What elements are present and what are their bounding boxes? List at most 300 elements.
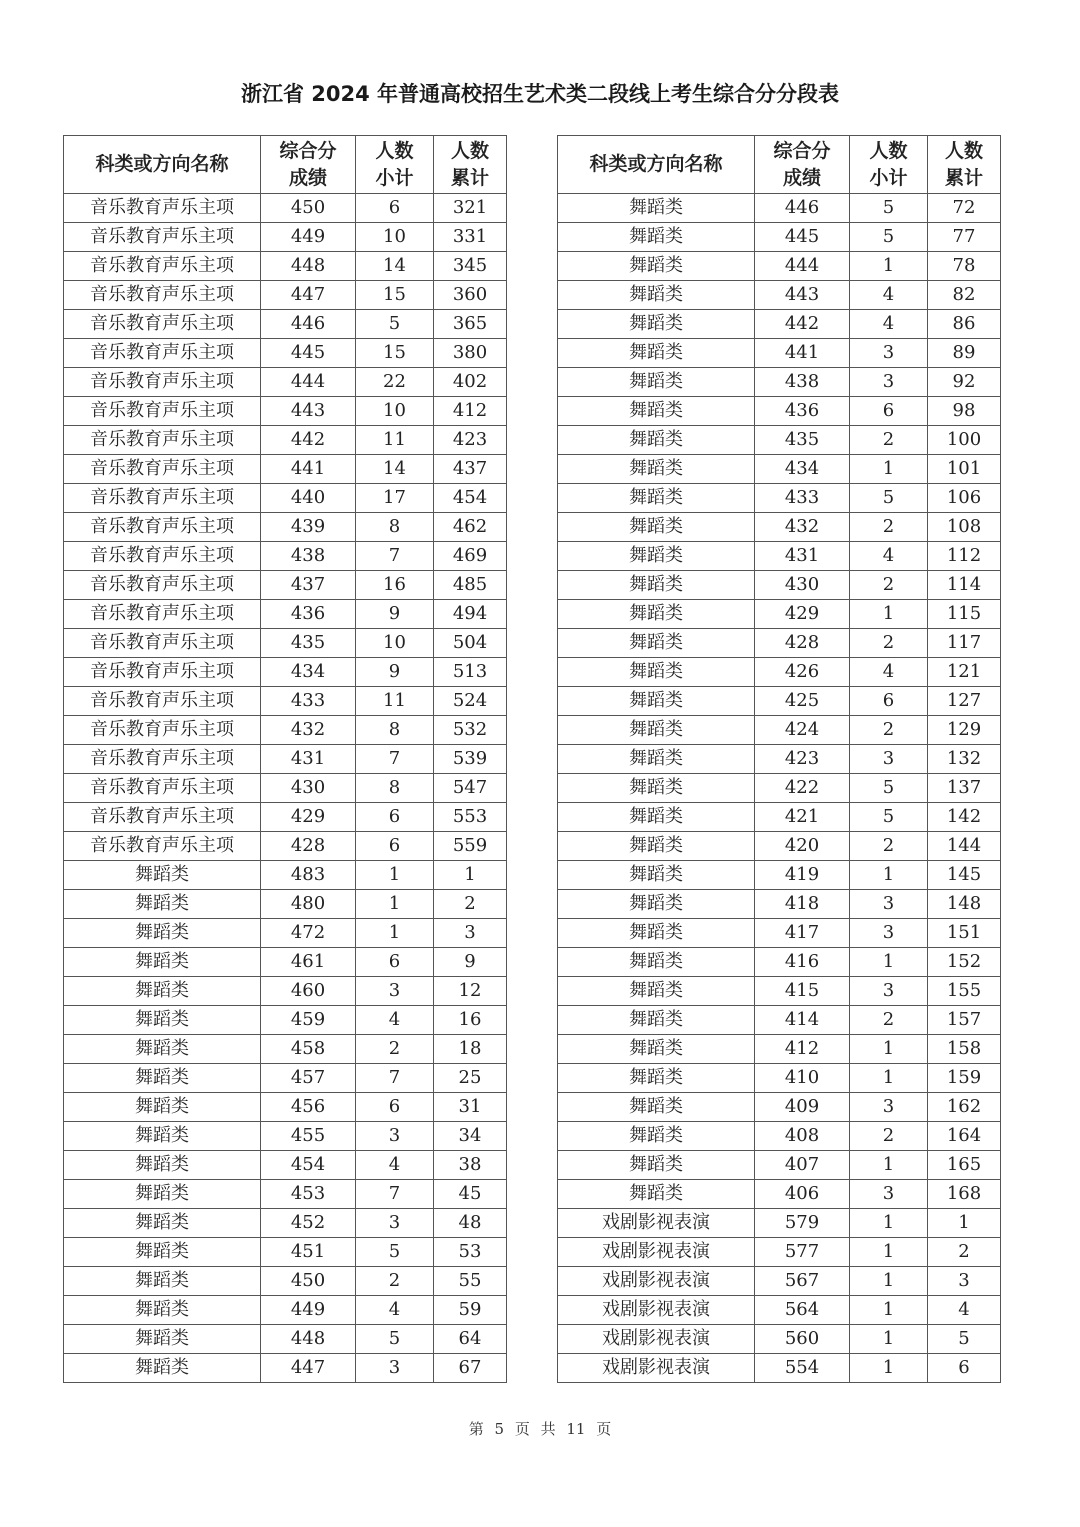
category-cell: 舞蹈类 [558, 745, 755, 774]
header-count [356, 136, 434, 194]
category-cell: 舞蹈类 [558, 687, 755, 716]
cumulative-cell: 2 [434, 890, 507, 919]
table-row [64, 252, 507, 281]
cumulative-cell: 100 [928, 426, 1001, 455]
category-cell: 舞蹈类 [64, 1064, 261, 1093]
category-cell: 音乐教育声乐主项 [64, 803, 261, 832]
cumulative-cell: 3 [434, 919, 507, 948]
table-row [64, 1035, 507, 1064]
cumulative-cell: 9 [434, 948, 507, 977]
category-cell: 舞蹈类 [558, 1006, 755, 1035]
table-row [64, 1267, 507, 1296]
count-cell: 2 [850, 513, 928, 542]
count-cell: 3 [850, 919, 928, 948]
category-cell: 音乐教育声乐主项 [64, 455, 261, 484]
cumulative-cell: 112 [928, 542, 1001, 571]
table-row [64, 803, 507, 832]
cumulative-cell: 86 [928, 310, 1001, 339]
score-cell: 415 [755, 977, 850, 1006]
count-cell: 3 [850, 1093, 928, 1122]
score-cell: 414 [755, 1006, 850, 1035]
cumulative-cell: 144 [928, 832, 1001, 861]
cumulative-cell: 1 [434, 861, 507, 890]
count-cell: 15 [356, 281, 434, 310]
score-cell: 450 [261, 194, 356, 223]
score-table-right [557, 135, 1001, 1383]
count-cell: 2 [850, 832, 928, 861]
score-cell: 446 [755, 194, 850, 223]
cumulative-cell: 157 [928, 1006, 1001, 1035]
cumulative-cell: 101 [928, 455, 1001, 484]
table-row [64, 1325, 507, 1354]
score-cell: 430 [261, 774, 356, 803]
table-row [558, 1006, 1001, 1035]
cumulative-cell: 106 [928, 484, 1001, 513]
category-cell: 舞蹈类 [558, 223, 755, 252]
cumulative-cell: 412 [434, 397, 507, 426]
score-cell: 560 [755, 1325, 850, 1354]
category-cell: 舞蹈类 [558, 1122, 755, 1151]
cumulative-cell: 539 [434, 745, 507, 774]
category-cell: 舞蹈类 [558, 1035, 755, 1064]
table-row [64, 774, 507, 803]
count-cell: 5 [850, 194, 928, 223]
count-cell: 4 [850, 310, 928, 339]
score-cell: 435 [755, 426, 850, 455]
count-cell: 7 [356, 745, 434, 774]
category-cell: 舞蹈类 [64, 1325, 261, 1354]
score-cell: 459 [261, 1006, 356, 1035]
score-cell: 454 [261, 1151, 356, 1180]
category-cell: 音乐教育声乐主项 [64, 687, 261, 716]
score-cell: 448 [261, 252, 356, 281]
score-cell: 432 [261, 716, 356, 745]
header-score [755, 136, 850, 194]
score-cell: 428 [755, 629, 850, 658]
category-cell: 音乐教育声乐主项 [64, 484, 261, 513]
score-cell: 554 [755, 1354, 850, 1383]
cumulative-cell: 132 [928, 745, 1001, 774]
cumulative-cell: 423 [434, 426, 507, 455]
score-cell: 442 [755, 310, 850, 339]
count-cell: 7 [356, 542, 434, 571]
cumulative-cell: 55 [434, 1267, 507, 1296]
table-row [64, 948, 507, 977]
count-cell: 3 [356, 1354, 434, 1383]
cumulative-cell: 158 [928, 1035, 1001, 1064]
table-row [558, 1238, 1001, 1267]
score-cell: 408 [755, 1122, 850, 1151]
table-row [64, 890, 507, 919]
count-cell: 1 [850, 252, 928, 281]
category-cell: 舞蹈类 [558, 1064, 755, 1093]
table-row [558, 687, 1001, 716]
cumulative-cell: 4 [928, 1296, 1001, 1325]
count-cell: 1 [850, 1296, 928, 1325]
count-cell: 8 [356, 513, 434, 542]
score-cell: 443 [261, 397, 356, 426]
count-cell: 2 [356, 1035, 434, 1064]
table-row [64, 1354, 507, 1383]
table-row [558, 513, 1001, 542]
table-row [64, 1296, 507, 1325]
header-score-line2: 成绩 [288, 166, 327, 189]
cumulative-cell: 142 [928, 803, 1001, 832]
category-cell: 音乐教育声乐主项 [64, 542, 261, 571]
table-row [64, 455, 507, 484]
count-cell: 6 [356, 948, 434, 977]
score-cell: 409 [755, 1093, 850, 1122]
table-row [64, 1180, 507, 1209]
table-row [64, 310, 507, 339]
table-row [558, 252, 1001, 281]
score-cell: 442 [261, 426, 356, 455]
category-cell: 戏剧影视表演 [558, 1325, 755, 1354]
score-cell: 430 [755, 571, 850, 600]
count-cell: 10 [356, 223, 434, 252]
cumulative-cell: 18 [434, 1035, 507, 1064]
header-cumulative-line1: 人数 [944, 139, 983, 162]
cumulative-cell: 547 [434, 774, 507, 803]
score-cell: 438 [261, 542, 356, 571]
count-cell: 9 [356, 658, 434, 687]
category-cell: 舞蹈类 [558, 832, 755, 861]
category-cell: 戏剧影视表演 [558, 1354, 755, 1383]
category-cell: 音乐教育声乐主项 [64, 658, 261, 687]
category-cell: 音乐教育声乐主项 [64, 339, 261, 368]
table-header-row [64, 136, 507, 194]
count-cell: 2 [850, 426, 928, 455]
header-count-line2: 小计 [869, 166, 908, 189]
table-row [64, 832, 507, 861]
cumulative-cell: 513 [434, 658, 507, 687]
count-cell: 3 [356, 1122, 434, 1151]
table-row [64, 1093, 507, 1122]
header-category [558, 136, 755, 194]
score-cell: 438 [755, 368, 850, 397]
score-cell: 458 [261, 1035, 356, 1064]
count-cell: 1 [850, 948, 928, 977]
category-cell: 音乐教育声乐主项 [64, 832, 261, 861]
score-cell: 472 [261, 919, 356, 948]
table-row [558, 832, 1001, 861]
header-count-line2: 小计 [375, 166, 414, 189]
category-cell: 音乐教育声乐主项 [64, 600, 261, 629]
category-cell: 舞蹈类 [558, 977, 755, 1006]
cumulative-cell: 162 [928, 1093, 1001, 1122]
table-row [64, 658, 507, 687]
count-cell: 9 [356, 600, 434, 629]
score-cell: 446 [261, 310, 356, 339]
cumulative-cell: 108 [928, 513, 1001, 542]
category-cell: 音乐教育声乐主项 [64, 629, 261, 658]
header-category-label: 科类或方向名称 [589, 153, 723, 175]
table-row [64, 716, 507, 745]
count-cell: 5 [356, 310, 434, 339]
cumulative-cell: 1 [928, 1209, 1001, 1238]
cumulative-cell: 360 [434, 281, 507, 310]
header-score-line1: 综合分 [279, 139, 337, 162]
table-row [558, 1093, 1001, 1122]
category-cell: 音乐教育声乐主项 [64, 368, 261, 397]
category-cell: 舞蹈类 [64, 1267, 261, 1296]
table-row [558, 629, 1001, 658]
category-cell: 舞蹈类 [64, 919, 261, 948]
count-cell: 1 [850, 1267, 928, 1296]
category-cell: 舞蹈类 [64, 890, 261, 919]
header-score-line2: 成绩 [782, 166, 821, 189]
table-row [64, 977, 507, 1006]
cumulative-cell: 331 [434, 223, 507, 252]
score-cell: 424 [755, 716, 850, 745]
count-cell: 2 [850, 629, 928, 658]
category-cell: 舞蹈类 [64, 1354, 261, 1383]
category-cell: 音乐教育声乐主项 [64, 745, 261, 774]
table-row [558, 1035, 1001, 1064]
count-cell: 17 [356, 484, 434, 513]
table-row [64, 281, 507, 310]
table-row [558, 890, 1001, 919]
cumulative-cell: 114 [928, 571, 1001, 600]
count-cell: 8 [356, 774, 434, 803]
count-cell: 6 [850, 687, 928, 716]
category-cell: 音乐教育声乐主项 [64, 281, 261, 310]
cumulative-cell: 485 [434, 571, 507, 600]
table-row [64, 339, 507, 368]
score-cell: 447 [261, 1354, 356, 1383]
cumulative-cell: 462 [434, 513, 507, 542]
score-cell: 431 [755, 542, 850, 571]
score-cell: 451 [261, 1238, 356, 1267]
score-cell: 417 [755, 919, 850, 948]
cumulative-cell: 168 [928, 1180, 1001, 1209]
score-cell: 564 [755, 1296, 850, 1325]
table-row [64, 223, 507, 252]
header-cumulative-line2: 累计 [450, 166, 489, 189]
header-cumulative-line1: 人数 [450, 139, 489, 162]
score-table-left [63, 135, 507, 1383]
cumulative-cell: 148 [928, 890, 1001, 919]
category-cell: 舞蹈类 [64, 1122, 261, 1151]
score-cell: 456 [261, 1093, 356, 1122]
category-cell: 音乐教育声乐主项 [64, 571, 261, 600]
table-row [64, 513, 507, 542]
cumulative-cell: 454 [434, 484, 507, 513]
category-cell: 舞蹈类 [558, 890, 755, 919]
score-cell: 423 [755, 745, 850, 774]
count-cell: 6 [850, 397, 928, 426]
category-cell: 舞蹈类 [558, 774, 755, 803]
count-cell: 5 [850, 803, 928, 832]
table-row [558, 310, 1001, 339]
count-cell: 7 [356, 1064, 434, 1093]
table-row [558, 368, 1001, 397]
header-count [850, 136, 928, 194]
table-row [558, 484, 1001, 513]
score-cell: 432 [755, 513, 850, 542]
score-cell: 440 [261, 484, 356, 513]
score-cell: 483 [261, 861, 356, 890]
cumulative-cell: 77 [928, 223, 1001, 252]
count-cell: 3 [850, 1180, 928, 1209]
score-cell: 406 [755, 1180, 850, 1209]
category-cell: 音乐教育声乐主项 [64, 774, 261, 803]
score-cell: 418 [755, 890, 850, 919]
cumulative-cell: 321 [434, 194, 507, 223]
count-cell: 1 [850, 1064, 928, 1093]
count-cell: 1 [850, 1209, 928, 1238]
score-cell: 412 [755, 1035, 850, 1064]
category-cell: 戏剧影视表演 [558, 1238, 755, 1267]
count-cell: 1 [850, 861, 928, 890]
category-cell: 舞蹈类 [558, 600, 755, 629]
table-row [64, 919, 507, 948]
header-cumulative-line2: 累计 [944, 166, 983, 189]
cumulative-cell: 380 [434, 339, 507, 368]
cumulative-cell: 48 [434, 1209, 507, 1238]
count-cell: 2 [850, 716, 928, 745]
table-row [558, 1325, 1001, 1354]
table-row [64, 1209, 507, 1238]
count-cell: 6 [356, 803, 434, 832]
category-cell: 舞蹈类 [558, 919, 755, 948]
cumulative-cell: 3 [928, 1267, 1001, 1296]
category-cell: 舞蹈类 [64, 1151, 261, 1180]
count-cell: 3 [356, 977, 434, 1006]
cumulative-cell: 12 [434, 977, 507, 1006]
category-cell: 音乐教育声乐主项 [64, 426, 261, 455]
count-cell: 1 [850, 1325, 928, 1354]
count-cell: 1 [850, 455, 928, 484]
cumulative-cell: 38 [434, 1151, 507, 1180]
table-row [558, 542, 1001, 571]
header-count-line1: 人数 [375, 139, 414, 162]
category-cell: 舞蹈类 [558, 716, 755, 745]
score-cell: 416 [755, 948, 850, 977]
score-cell: 429 [755, 600, 850, 629]
table-row [558, 600, 1001, 629]
category-cell: 舞蹈类 [64, 1238, 261, 1267]
header-score [261, 136, 356, 194]
header-category [64, 136, 261, 194]
table-row [64, 600, 507, 629]
score-cell: 428 [261, 832, 356, 861]
cumulative-cell: 82 [928, 281, 1001, 310]
cumulative-cell: 6 [928, 1354, 1001, 1383]
header-score-line1: 综合分 [773, 139, 831, 162]
category-cell: 音乐教育声乐主项 [64, 310, 261, 339]
score-cell: 480 [261, 890, 356, 919]
score-cell: 448 [261, 1325, 356, 1354]
cumulative-cell: 78 [928, 252, 1001, 281]
cumulative-cell: 31 [434, 1093, 507, 1122]
score-cell: 419 [755, 861, 850, 890]
cumulative-cell: 92 [928, 368, 1001, 397]
header-count-line1: 人数 [869, 139, 908, 162]
category-cell: 舞蹈类 [558, 281, 755, 310]
count-cell: 5 [850, 223, 928, 252]
count-cell: 5 [356, 1238, 434, 1267]
count-cell: 11 [356, 426, 434, 455]
score-cell: 441 [261, 455, 356, 484]
count-cell: 3 [850, 745, 928, 774]
table-row [558, 919, 1001, 948]
table-row [558, 426, 1001, 455]
count-cell: 2 [850, 1122, 928, 1151]
count-cell: 4 [850, 281, 928, 310]
table-body-left [64, 194, 507, 1383]
table-row [64, 1064, 507, 1093]
category-cell: 音乐教育声乐主项 [64, 716, 261, 745]
cumulative-cell: 53 [434, 1238, 507, 1267]
table-body-right [558, 194, 1001, 1383]
count-cell: 1 [850, 1354, 928, 1383]
score-cell: 457 [261, 1064, 356, 1093]
header-category-label: 科类或方向名称 [95, 153, 229, 175]
score-cell: 445 [755, 223, 850, 252]
score-cell: 429 [261, 803, 356, 832]
count-cell: 11 [356, 687, 434, 716]
table-row [558, 774, 1001, 803]
category-cell: 舞蹈类 [558, 629, 755, 658]
score-cell: 447 [261, 281, 356, 310]
score-cell: 452 [261, 1209, 356, 1238]
header-cumulative [434, 136, 507, 194]
count-cell: 10 [356, 397, 434, 426]
table-row [64, 1006, 507, 1035]
count-cell: 16 [356, 571, 434, 600]
count-cell: 2 [850, 571, 928, 600]
category-cell: 舞蹈类 [558, 484, 755, 513]
score-cell: 434 [261, 658, 356, 687]
table-row [64, 426, 507, 455]
cumulative-cell: 72 [928, 194, 1001, 223]
score-cell: 407 [755, 1151, 850, 1180]
category-cell: 舞蹈类 [558, 1180, 755, 1209]
table-header-row [558, 136, 1001, 194]
category-cell: 舞蹈类 [558, 1151, 755, 1180]
count-cell: 3 [356, 1209, 434, 1238]
cumulative-cell: 16 [434, 1006, 507, 1035]
score-cell: 441 [755, 339, 850, 368]
score-cell: 461 [261, 948, 356, 977]
count-cell: 4 [356, 1151, 434, 1180]
count-cell: 8 [356, 716, 434, 745]
score-cell: 450 [261, 1267, 356, 1296]
cumulative-cell: 151 [928, 919, 1001, 948]
count-cell: 6 [356, 1093, 434, 1122]
cumulative-cell: 553 [434, 803, 507, 832]
count-cell: 14 [356, 252, 434, 281]
table-row [64, 629, 507, 658]
table-row [558, 397, 1001, 426]
category-cell: 舞蹈类 [558, 310, 755, 339]
category-cell: 舞蹈类 [558, 426, 755, 455]
count-cell: 4 [850, 658, 928, 687]
cumulative-cell: 165 [928, 1151, 1001, 1180]
table-row [64, 484, 507, 513]
count-cell: 7 [356, 1180, 434, 1209]
table-row [64, 397, 507, 426]
count-cell: 2 [356, 1267, 434, 1296]
category-cell: 舞蹈类 [64, 977, 261, 1006]
category-cell: 音乐教育声乐主项 [64, 223, 261, 252]
score-cell: 439 [261, 513, 356, 542]
category-cell: 音乐教育声乐主项 [64, 397, 261, 426]
cumulative-cell: 437 [434, 455, 507, 484]
cumulative-cell: 402 [434, 368, 507, 397]
cumulative-cell: 2 [928, 1238, 1001, 1267]
